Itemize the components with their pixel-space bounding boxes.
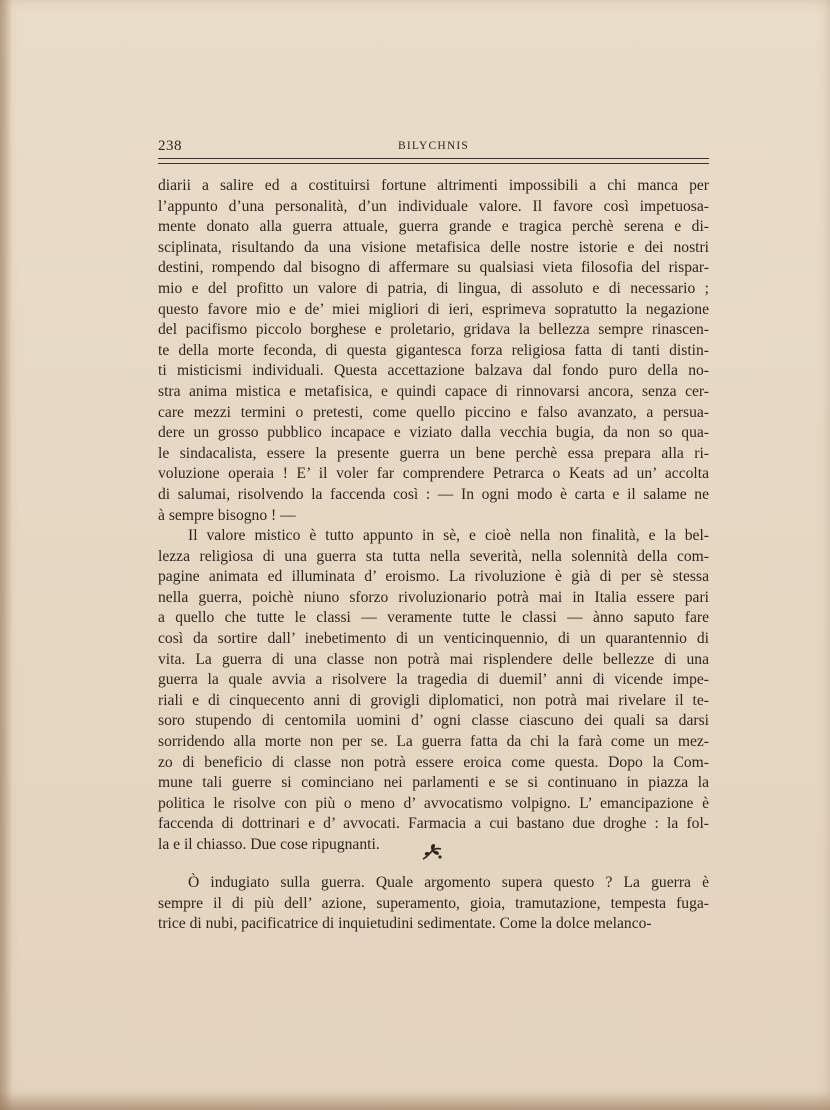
text-line: care mezzi termini o pretesti, come quello piccino e falso avanzato, a persua- bbox=[158, 403, 709, 421]
running-head: BILYCHNIS bbox=[398, 140, 469, 152]
paragraph bbox=[158, 526, 709, 856]
text-line: nella guerra, poichè niuno sforzo rivoluzionario potrà mai in Italia essere pari bbox=[158, 588, 709, 606]
text-line: dere un grosso pubblico incapace e viziato dalla vecchia bugia, da non so qua- bbox=[158, 424, 709, 442]
text-line: te della morte feconda, di questa gigantesca forza religiosa fatta di tanti distin- bbox=[158, 341, 709, 359]
body-text-block-continued bbox=[158, 873, 709, 935]
text-line: così da sortire dall’ inebetimento di un venticinquennio, di un quarantennio di bbox=[158, 630, 709, 648]
text-line: le sindacalista, essere la presente guerra un bene perchè essa prepara alla ri- bbox=[158, 444, 709, 462]
page-number: 238 bbox=[158, 138, 182, 154]
text-line: riali e di cinquecento anni di grovigli diplomatici, non potrà mai rivelare il te- bbox=[158, 691, 709, 709]
text-line: stra anima mistica e metafisica, e quindi capace di rinnovarsi ancora, senza cer- bbox=[158, 382, 709, 400]
page-bottom-edge-shadow bbox=[0, 1092, 830, 1110]
text-line: mune tali guerre si cominciano nei parlamenti e se si continuano in piazza la bbox=[158, 774, 709, 792]
text-line: sempre il di più dell’ azione, superamento, gioia, tramutazione, tempesta fuga- bbox=[158, 894, 709, 912]
text-line: l’appunto d’una personalità, d’un individuale valore. Il favore così impetuosa- bbox=[158, 197, 709, 215]
paragraph bbox=[158, 176, 709, 526]
text-line: questo favore mio e de’ miei migliori di ieri, esprimeva sopratutto la negazione bbox=[158, 300, 709, 318]
text-line: mente donato alla guerra attuale, guerra grande e tragica perchè serena e di- bbox=[158, 218, 709, 236]
text-line: soro stupendo di centomila uomini d’ ogni classe ciascuno dei quali sa darsi bbox=[158, 712, 709, 730]
text-line: politica le risolve con più o meno d’ avvocatismo volpigno. L’ emancipazione è bbox=[158, 794, 709, 812]
text-line: Il valore mistico è tutto appunto in sè, e cioè nella non finalità, e la bel- bbox=[188, 527, 709, 545]
page-header bbox=[158, 138, 709, 158]
floral-fleuron-icon bbox=[420, 842, 444, 862]
text-line: Ò indugiato sulla guerra. Quale argomento supera questo ? La guerra è bbox=[188, 874, 709, 891]
text-line: destini, rompendo dal bisogno di affermare su qualsiasi vieta filosofia del rispar- bbox=[158, 259, 709, 277]
text-line: la e il chiasso. Due cose ripugnanti. bbox=[158, 836, 380, 853]
text-line: vita. La guerra di una classe non potrà mai risplendere delle bellezze di una bbox=[158, 650, 709, 668]
header-double-rule bbox=[158, 158, 709, 164]
text-line: sciplinata, risultando da una visione metafisica delle nostre istorie e dei nostri bbox=[158, 238, 709, 256]
text-line: guerra la quale avvia a risolvere la tragedia di duemil’ anni di vicende impe- bbox=[158, 671, 709, 689]
text-line: pagine animata ed illuminata d’ eroismo. La rivoluzione è già di per sè stessa bbox=[158, 568, 709, 586]
text-line: faccenda di dottrinari e d’ avvocati. Farmacia a cui bastano due droghe : la fol- bbox=[158, 815, 709, 833]
body-text-block bbox=[158, 176, 709, 856]
text-line: di salumai, risolvendo la faccenda così : — In ogni modo è carta e il salame ne bbox=[158, 485, 709, 503]
text-line: diarii a salire ed a costituirsi fortune altrimenti impossibili a chi manca per bbox=[158, 177, 709, 194]
text-line: sorridendo alla morte non per se. La guerra fatta da chi la farà come un mez- bbox=[158, 733, 709, 751]
text-line: ti misticismi individuali. Questa accettazione balzava dal fondo puro della no- bbox=[158, 362, 709, 380]
text-line: à sempre bisogno ! — bbox=[158, 506, 296, 524]
text-line: mio e del profitto un valore di patria, di lingua, di assoluto e di necessario ; bbox=[158, 279, 709, 297]
page-left-edge-shadow bbox=[0, 0, 12, 1110]
paragraph bbox=[158, 873, 709, 935]
text-line: del pacifismo piccolo borghese e proletario, gridava la bellezza sempre rinascen- bbox=[158, 321, 709, 339]
text-line: voluzione operaia ! E’ il voler far comprendere Petrarca o Keats ad un’ accolta bbox=[158, 465, 709, 483]
text-line: trice di nubi, pacificatrice di inquietudini sedimentate. Come la dolce melanco- bbox=[158, 915, 652, 933]
text-line: a quello che tutte le classi — veramente tutte le classi — ànno saputo fare bbox=[158, 609, 709, 627]
text-line: zo di beneficio di classe non potrà essere eroica come questa. Dopo la Com- bbox=[158, 753, 709, 771]
text-line: lezza religiosa di una guerra sta tutta nella severità, nella solennità della com- bbox=[158, 547, 709, 565]
